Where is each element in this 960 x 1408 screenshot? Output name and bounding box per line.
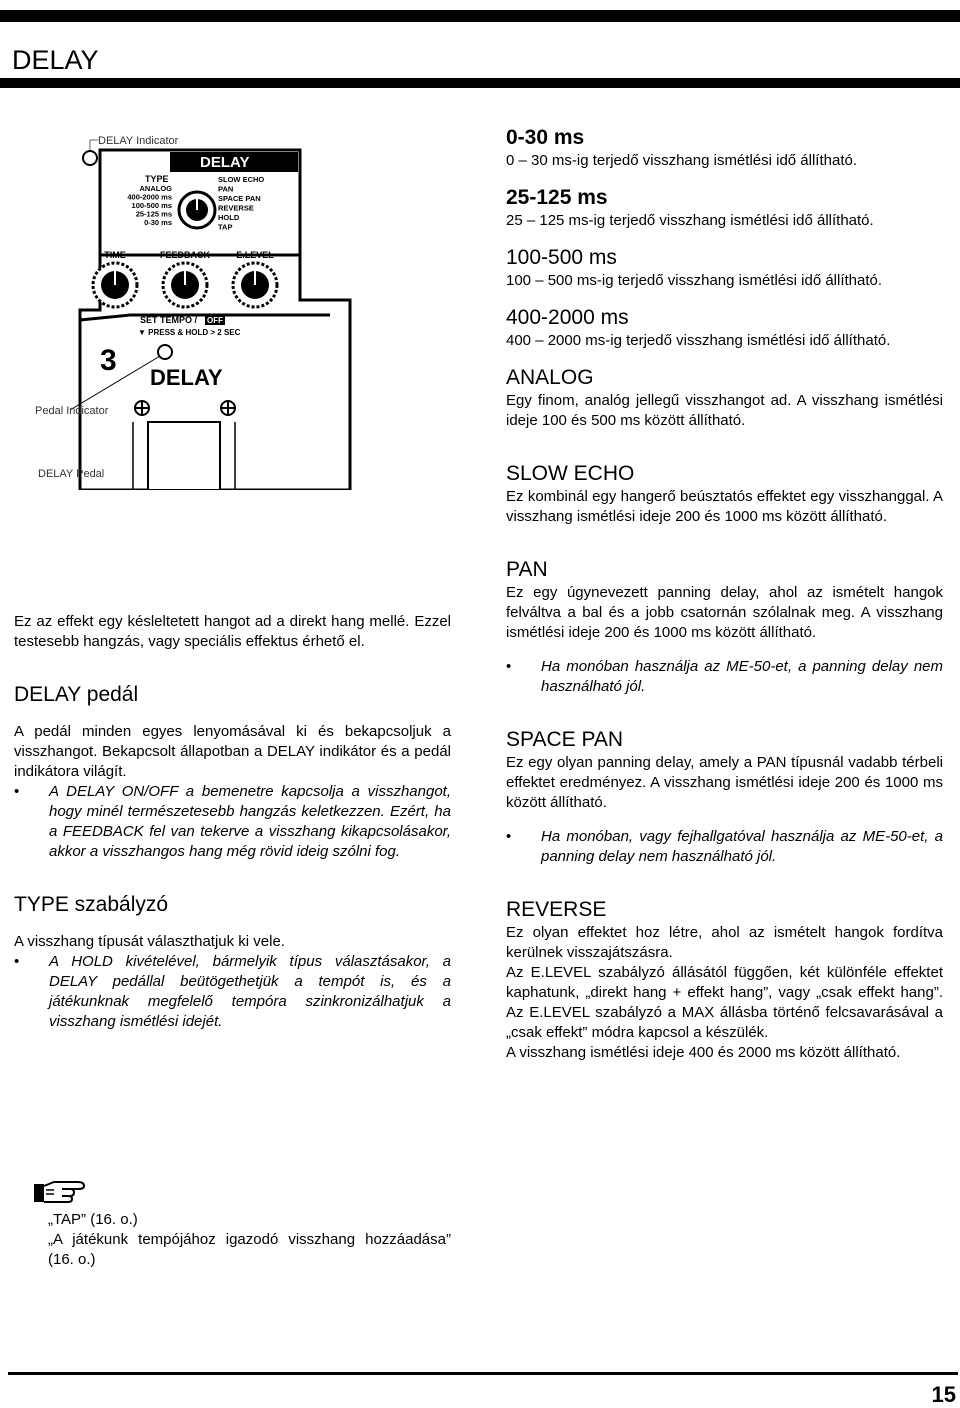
pedal-figure [30,130,470,490]
pedal-section-text: A pedál minden egyes lenyomásával ki és bekapcsoljuk a visszhangot. Bekapcsolt állapotban a DELAY indikátor és a pedál indikátora világít. [14,723,451,780]
type-item-text: Ez egy olyan panning delay, amely a PAN típusnál vadabb térbeli effektet eredményez. A visszhang ismétlési ideje 200 és 1000 ms között állítható. [506,754,943,811]
knob-group [93,250,277,307]
pedal-plate [148,422,220,490]
set-tempo-off: OFF [207,316,223,325]
panel-title: DELAY [200,154,250,171]
type-item-title: SPACE PAN [506,728,624,751]
type-item-0-30 [506,125,943,171]
type-item-analog [506,365,943,431]
pointing-hand-icon [32,1178,88,1206]
type-item-text: Ez egy úgynevezett panning delay, ahol az ismételt hangok felváltva a bal és a jobb csatornán szólalnak meg. A visszhang ismétlési ideje 200 és 1000 ms között állítható. [506,584,943,641]
type-item-title: 25-125 ms [506,186,608,209]
type-item-text: 100 – 500 ms-ig terjedő visszhang ismétlési idő állítható. [506,272,883,289]
type-right-label: SPACE PAN [218,194,261,203]
type-label: TYPE [145,174,169,184]
type-item-text: 400 – 2000 ms-ig terjedő visszhang ismétlési idő állítható. [506,332,891,349]
type-right-label: HOLD [218,213,240,222]
type-item-title: 100-500 ms [506,246,617,269]
type-item-25-125 [506,185,943,231]
type-left-label: ANALOG [139,184,172,193]
type-item-title: SLOW ECHO [506,462,635,485]
type-item-100-500 [506,245,943,291]
knob-label: FEEDBACK [159,250,211,260]
knob-label: E.LEVEL [236,250,274,260]
right-column [506,125,943,1063]
type-section-notes [14,952,451,1032]
type-right-label: PAN [218,184,234,194]
type-item-400-2000 [506,305,943,351]
type-item-text-2: Az E.LEVEL szabályzó állásától függően, két különféle effektet kaphatunk, „direkt hang + effekt hang”, vagy „csak effekt hang”. Az E.LEVEL szabályzó a MAX állásba történő felcsavarásával a „csak effekt” módra kapcsol a készülék. [506,964,943,1041]
type-item-text: Ez kombinál egy hangerő beúsztatós effektet egy visszhanggal. A visszhang ismétlési ideje 200 és 1000 ms között állítható. [506,488,943,525]
type-item-text: 25 – 125 ms-ig terjedő visszhang ismétlési idő állítható. [506,212,874,229]
type-right-label: REVERSE [218,203,254,213]
type-item-reverse [506,897,943,1063]
header-bar-inner [0,22,960,78]
type-item-title: PAN [506,558,548,581]
pedal-section-note: • A DELAY ON/OFF a bemenetre kapcsolja a visszhangot, hogy minél természetesebb hangzás keletkezzen. Ezért, ha a FEEDBACK fel van tekerve a visszhang kikapcsolásakor, akkor a visszhangos hang még rövid ideig szólni fog. [14,782,451,862]
type-item-text: 0 – 30 ms-ig terjedő visszhang ismétlési idő állítható. [506,152,858,169]
type-left-label: 25-125 ms [135,209,172,219]
type-item-note: • Ha monóban használja az ME-50-et, a panning delay nem használható jól. [506,657,943,697]
header-bar [0,10,960,88]
callout-pedal-indicator: Pedal Indicator [35,405,109,417]
type-item-slow-echo [506,461,943,527]
type-left-label: 0-30 ms [144,218,172,227]
footer-rule [8,1372,958,1375]
type-section-note: • A HOLD kivételével, bármelyik típus választásakor, a DELAY pedállal beütögethetjük a tempót is, és a játékunknak megfelelő tempóra szinkronizálhatjuk a visszhang ismétlési idejét. [14,952,451,1032]
left-column [14,612,451,1032]
type-item-text: Egy finom, analóg jellegű visszhangot ad. A visszhang ismétlési ideje 100 és 500 ms között állítható. [506,392,943,429]
type-item-text: Ez olyan effektet hoz létre, ahol az ismételt hangok fordítva kerülnek visszajátszásra. [506,924,943,961]
knob-label: TIME [104,250,126,260]
type-item-title: 400-2000 ms [506,306,629,329]
type-left-label: 400-2000 ms [127,192,172,202]
press-hold-label: ▼ PRESS & HOLD > 2 SEC [138,328,241,337]
type-right-label: TAP [218,222,233,232]
screw-left-icon [135,401,149,415]
type-item-space-pan [506,727,943,867]
type-item-text-3: A visszhang ismétlési ideje 400 és 2000 ms között állítható. [506,1044,901,1061]
set-tempo-label: SET TEMPO / [140,315,198,325]
type-item-title: ANALOG [506,366,594,389]
type-right-label: SLOW ECHO [218,175,265,184]
delay-indicator-icon [83,151,97,165]
type-left-label: 100-500 ms [131,201,172,210]
page-title: DELAY [12,45,99,75]
screw-right-icon [221,401,235,415]
type-section-text: A visszhang típusát választhatjuk ki vele. [14,933,285,950]
callout-delay-indicator: DELAY Indicator [98,135,179,147]
reference-line-1: „TAP” (16. o.) [48,1211,138,1228]
type-item-title: 0-30 ms [506,126,585,149]
type-item-pan [506,557,943,697]
pedal-label: DELAY [150,365,223,390]
pedal-number: 3 [100,344,117,377]
pedal-section-notes [14,782,451,862]
reference-line-2: „A játékunk tempójához igazodó visszhang hozzáadása” (16. o.) [48,1231,451,1268]
type-section-title: TYPE szabályzó [14,893,169,916]
type-item-note: • Ha monóban, vagy fejhallgatóval használja az ME-50-et, a panning delay nem használható jól. [506,827,943,867]
type-item-title: REVERSE [506,898,607,921]
type-item-notes [506,827,943,867]
pedal-section-title: DELAY pedál [14,683,139,706]
callout-delay-pedal: DELAY Pedal [38,468,105,480]
type-item-notes [506,657,943,697]
page-number: 15 [931,1382,956,1407]
intro-text: Ez az effekt egy késleltetett hangot ad a direkt hang mellé. Ezzel testesebb hangzás, vagy speciális effektus érhető el. [14,613,451,650]
reference-block [48,1210,451,1270]
